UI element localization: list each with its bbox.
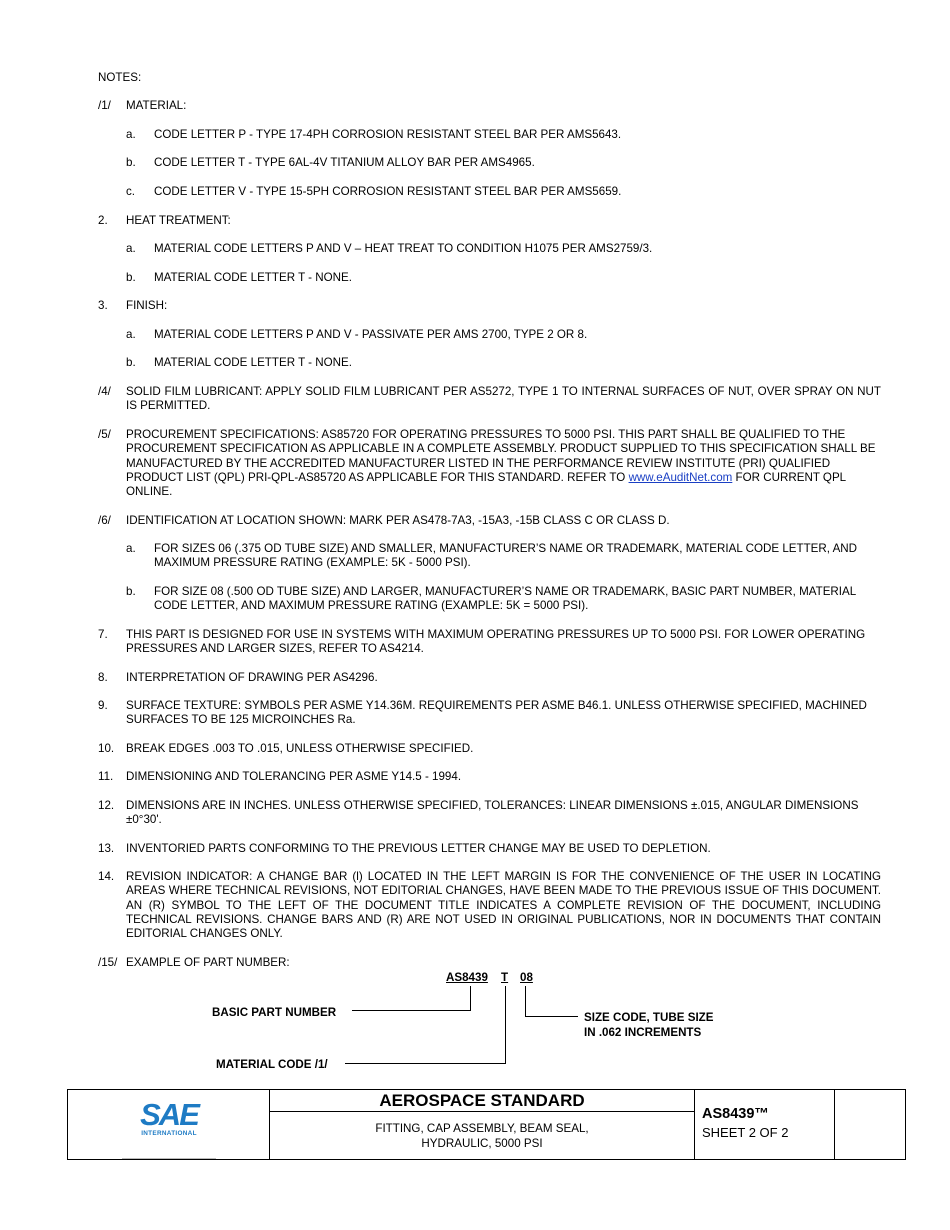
size-code-label-1: SIZE CODE, TUBE SIZE: [584, 1011, 714, 1024]
leader-material-vertical: [505, 986, 506, 1064]
note-text: DIMENSIONING AND TOLERANCING PER ASME Y14.5 - 1994.: [126, 770, 462, 783]
note-text: IDENTIFICATION AT LOCATION SHOWN: MARK PER AS478-7A3, -15A3, -15B CLASS C OR CLASS D.: [126, 514, 670, 527]
leader-material-horizontal: [345, 1063, 506, 1064]
document-title: [270, 1122, 694, 1151]
sae-logo-mark: SAE: [140, 1097, 198, 1132]
sub-text: MATERIAL CODE LETTERS P AND V – HEAT TREAT TO CONDITION H1075 PER AMS2759/3.: [154, 242, 653, 255]
note-text: FINISH:: [126, 299, 168, 312]
note-text: EXAMPLE OF PART NUMBER:: [126, 956, 290, 969]
basic-part-number-label: BASIC PART NUMBER: [212, 1006, 337, 1019]
sub-letter: b.: [126, 585, 136, 598]
sub-text: FOR SIZE 08 (.500 OD TUBE SIZE) AND LARGER, MANUFACTURER’S NAME OR TRADEMARK, BASIC PART NUMBER, MATERIAL CODE LETTER, AND MAXIMUM PRESSURE RATING (EXAMPLE: 5K = 5000 PSI).: [154, 585, 856, 613]
note-5-text-after: FOR CURRENT QPL ONLINE.: [126, 470, 846, 499]
part-material-code: T: [501, 971, 509, 984]
title-block-divider-3: [834, 1089, 835, 1160]
note-number: /1/: [98, 99, 111, 112]
note-number: 2.: [98, 214, 108, 227]
sub-letter: a.: [126, 242, 136, 255]
sub-text: MATERIAL CODE LETTERS P AND V - PASSIVATE PER AMS 2700, TYPE 2 OR 8.: [154, 328, 588, 341]
sub-text: CODE LETTER P - TYPE 17-4PH CORROSION RESISTANT STEEL BAR PER AMS5643.: [154, 128, 622, 141]
notes-heading: NOTES:: [98, 71, 142, 84]
note-number: 7.: [98, 628, 108, 641]
document-number: AS8439™: [702, 1106, 769, 1122]
sub-letter: a.: [126, 328, 136, 341]
sheet-number: SHEET 2 OF 2: [702, 1125, 789, 1140]
eauditnet-link[interactable]: www.eAuditNet.com: [628, 470, 733, 484]
standard-heading: AEROSPACE STANDARD: [379, 1091, 585, 1110]
note-text: THIS PART IS DESIGNED FOR USE IN SYSTEMS WITH MAXIMUM OPERATING PRESSURES UP TO 5000 PSI. FOR LOWER OPERATING PRESSURES AND LARGER SIZES, REFER TO AS4214.: [126, 628, 866, 656]
sub-text: MATERIAL CODE LETTER T - NONE.: [154, 356, 352, 369]
note-number: 10.: [98, 742, 115, 755]
note-number: /5/: [98, 428, 111, 441]
note-text: MATERIAL:: [126, 99, 187, 112]
part-base-number: AS8439: [446, 971, 488, 984]
title-block-heading-rule: [269, 1111, 695, 1112]
leader-basic-vertical: [470, 986, 471, 1011]
sae-logo-subtext: INTERNATIONAL: [141, 1130, 197, 1137]
size-code-label-2: IN .062 INCREMENTS: [584, 1026, 702, 1039]
sub-letter: b.: [126, 156, 136, 169]
leader-size-vertical: [525, 986, 526, 1017]
title-block-divider-2: [694, 1089, 695, 1160]
note-5-text: PROCUREMENT SPECIFICATIONS: AS85720 FOR OPERATING PRESSURES TO 5000 PSI. THIS PART SHALL BE QUALIFIED TO THE PROCUREMENT SPECIFICATION AS APPLICABLE IN A COMPLETE ASSEMBLY. PRODUCT SUPPLIED TO THIS SPECIFICATION SHALL BE MANUFACTURED BY THE ACCREDITED MANUFACTURER LISTED IN THE PERFORMANCE REVIEW INSTITUTE (PRI) QUALIFIED PRODUCT LIST (QPL) PRI-QPL-AS85720 AS APPLICABLE FOR THIS STANDARD. REFER TO: [126, 428, 876, 484]
note-text: INTERPRETATION OF DRAWING PER AS4296.: [126, 671, 378, 684]
logo-underline: [122, 1158, 216, 1159]
material-code-label: MATERIAL CODE /1/: [216, 1058, 328, 1071]
note-number: 9.: [98, 699, 108, 712]
sub-text: CODE LETTER T - TYPE 6AL-4V TITANIUM ALLOY BAR PER AMS4965.: [154, 156, 535, 169]
note-number: /15/: [98, 956, 118, 969]
note-text: [126, 428, 881, 499]
note-text: DIMENSIONS ARE IN INCHES. UNLESS OTHERWISE SPECIFIED, TOLERANCES: LINEAR DIMENSIONS ±.015, ANGULAR DIMENSIONS ±0°30'.: [126, 799, 859, 827]
note-number: 14.: [98, 870, 115, 883]
note-text: HEAT TREATMENT:: [126, 214, 231, 227]
sub-text: CODE LETTER V - TYPE 15-5PH CORROSION RESISTANT STEEL BAR PER AMS5659.: [154, 185, 622, 198]
document-title-line-2: HYDRAULIC, 5000 PSI: [421, 1136, 543, 1150]
sub-text: MATERIAL CODE LETTER T - NONE.: [154, 271, 352, 284]
note-number: 3.: [98, 299, 108, 312]
note-text: BREAK EDGES .003 TO .015, UNLESS OTHERWISE SPECIFIED.: [126, 742, 474, 755]
note-number: /6/: [98, 514, 111, 527]
note-number: /4/: [98, 385, 111, 398]
sub-letter: c.: [126, 185, 136, 198]
note-text: INVENTORIED PARTS CONFORMING TO THE PREVIOUS LETTER CHANGE MAY BE USED TO DEPLETION.: [126, 842, 711, 855]
document-title-line-1: FITTING, CAP ASSEMBLY, BEAM SEAL,: [375, 1122, 589, 1135]
note-text: REVISION INDICATOR: A CHANGE BAR (l) LOCATED IN THE LEFT MARGIN IS FOR THE CONVENIENCE OF THE USER IN LOCATING AREAS WHERE TECHNICAL REVISIONS, NOT EDITORIAL CHANGES, HAVE BEEN MADE TO THE PREVIOUS ISSUE OF THIS DOCUMENT. AN (R) SYMBOL TO THE LEFT OF THE DOCUMENT TITLE INDICATES A COMPLETE REVISION OF THE DOCUMENT, INCLUDING TECHNICAL REVISIONS. CHANGE BARS AND (R) ARE NOT USED IN ORIGINAL PUBLICATIONS, NOR IN DOCUMENTS THAT CONTAIN EDITORIAL CHANGES ONLY.: [126, 870, 881, 941]
leader-size-horizontal: [525, 1016, 578, 1017]
sub-letter: b.: [126, 271, 136, 284]
sae-logo: [122, 1099, 216, 1159]
sub-letter: b.: [126, 356, 136, 369]
note-number: 13.: [98, 842, 115, 855]
note-number: 12.: [98, 799, 115, 812]
note-number: 11.: [98, 770, 114, 783]
sub-letter: a.: [126, 128, 136, 141]
leader-basic-horizontal: [352, 1010, 471, 1011]
sub-letter: a.: [126, 542, 136, 555]
note-number: 8.: [98, 671, 108, 684]
part-size-code: 08: [520, 971, 533, 984]
note-text: SOLID FILM LUBRICANT: APPLY SOLID FILM LUBRICANT PER AS5272, TYPE 1 TO INTERNAL SURFACES OF NUT, OVER SPRAY ON NUT IS PERMITTED.: [126, 385, 881, 413]
note-text: SURFACE TEXTURE: SYMBOLS PER ASME Y14.36M. REQUIREMENTS PER ASME B46.1. UNLESS OTHERWISE SPECIFIED, MACHINED SURFACES TO BE 125 MICROINCHES Ra.: [126, 699, 867, 727]
sub-text: FOR SIZES 06 (.375 OD TUBE SIZE) AND SMALLER, MANUFACTURER’S NAME OR TRADEMARK, MATERIAL CODE LETTER, AND MAXIMUM PRESSURE RATING (EXAMPLE: 5K - 5000 PSI).: [154, 542, 858, 570]
